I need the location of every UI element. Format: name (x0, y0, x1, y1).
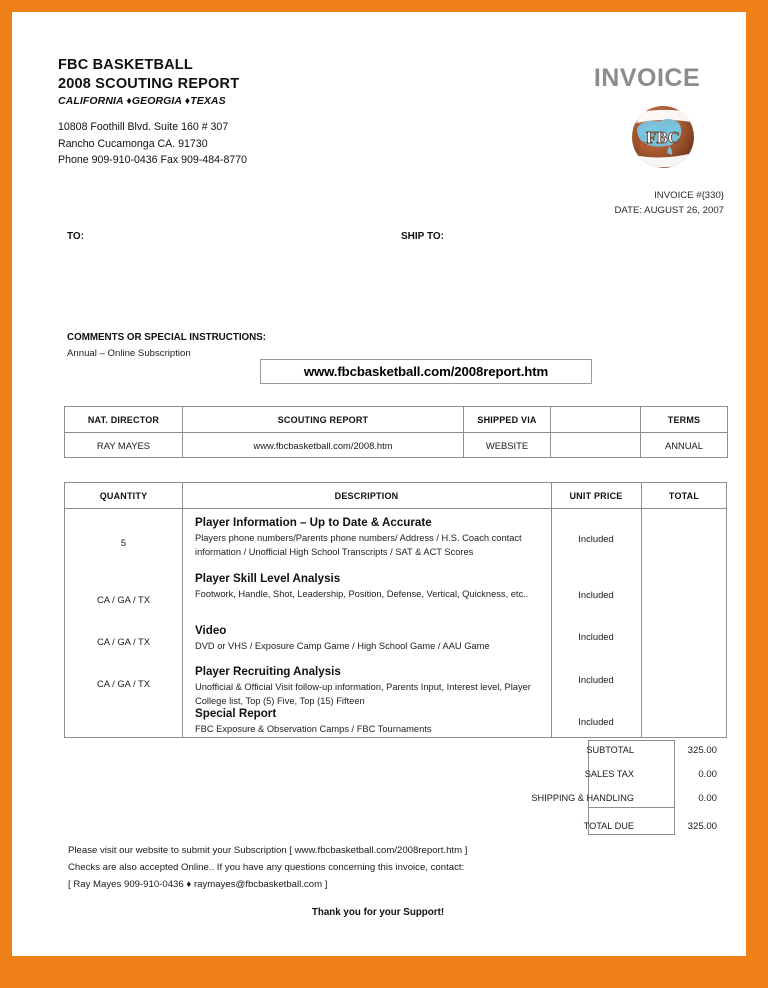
item-detail: FBC Exposure & Observation Camps / FBC Tournaments (195, 724, 432, 734)
totals-row (482, 764, 727, 788)
fbc-basketball-logo-icon (624, 100, 702, 172)
info-table-row (65, 433, 728, 458)
item-detail: Players phone numbers/Parents phone numbers/ Address / H.S. Coach contact information / Unofficial High School Transcripts / SAT & ACT Scores (195, 533, 522, 558)
highlighted-url-box[interactable]: www.fbcbasketball.com/2008report.htm (260, 359, 592, 384)
address-line-3: Phone 909-910-0436 Fax 909-484-8770 (58, 154, 248, 166)
item-quantity: CA / GA / TX (97, 678, 150, 689)
company-states: CALIFORNIA ♦GEORGIA ♦TEXAS (58, 95, 226, 107)
company-header (58, 56, 438, 169)
item-unit-price: Included (578, 631, 614, 642)
footer (68, 842, 688, 918)
item-title: Special Report (195, 707, 277, 720)
totals-value: 0.00 (698, 793, 717, 804)
info-table-header-row (65, 407, 728, 433)
totals-label: SHIPPING & HANDLING (531, 793, 634, 803)
info-value-director: RAY MAYES (65, 433, 183, 458)
item-quantity: CA / GA / TX (97, 594, 150, 605)
info-header-director: NAT. DIRECTOR (65, 407, 183, 433)
ship-to-label: SHIP TO: (401, 231, 444, 242)
totals-row-due (482, 812, 727, 838)
item-unit-price: Included (578, 716, 614, 727)
item-unit-price: Included (578, 674, 614, 685)
address-line-1: 10808 Foothill Blvd. Suite 160 # 307 (58, 121, 229, 133)
item-detail: Unofficial & Official Visit follow-up information, Parents Input, Interest level, Player College list, Top (5) Five, Top (15) Fifteen (195, 682, 531, 707)
item-description-cell (195, 571, 545, 601)
info-value-shipped-via: WEBSITE (464, 433, 551, 458)
page-title: INVOICE (593, 64, 701, 92)
footer-line-3: [ Ray Mayes 909-910-0436 ♦ raymayes@fbcbasketball.com ] (68, 879, 328, 890)
invoice-number: INVOICE #{330} (654, 190, 724, 201)
items-table (64, 482, 727, 738)
footer-thanks: Thank you for your Support! (311, 907, 445, 918)
totals-value: 325.00 (687, 745, 717, 756)
items-header-quantity: QUANTITY (99, 491, 148, 501)
footer-line-1: Please visit our website to submit your Subscription [ www.fbcbasketball.com/2008report.htm ] (68, 845, 468, 856)
info-header-blank (551, 407, 641, 433)
totals-value-due: 325.00 (687, 821, 717, 832)
info-value-blank (551, 433, 641, 458)
info-value-terms: ANNUAL (641, 433, 728, 458)
totals-row (482, 788, 727, 812)
company-name: FBC BASKETBALL (58, 57, 193, 73)
address-line-2: Rancho Cucamonga CA. 91730 (58, 137, 208, 150)
item-title: Video (195, 624, 227, 637)
totals-section (482, 740, 727, 838)
item-description-cell (195, 664, 545, 708)
items-col-divider-description (551, 483, 552, 737)
invoice-date: DATE: AUGUST 26, 2007 (614, 205, 724, 216)
info-value-scouting-report: www.fbcbasketball.com/2008.htm (183, 433, 464, 458)
items-col-divider-quantity (182, 483, 183, 737)
item-description-cell (195, 706, 545, 736)
svg-text:FBC: FBC (646, 128, 680, 147)
item-title: Player Information – Up to Date & Accurate (195, 516, 432, 529)
item-quantity: CA / GA / TX (97, 636, 150, 647)
info-header-scouting-report: SCOUTING REPORT (183, 407, 464, 433)
totals-value: 0.00 (698, 769, 717, 780)
info-header-shipped-via: SHIPPED VIA (464, 407, 551, 433)
item-detail: Footwork, Handle, Shot, Leadership, Position, Defense, Vertical, Quickness, etc.. (195, 589, 529, 599)
invoice-meta (532, 188, 724, 218)
item-detail: DVD or VHS / Exposure Camp Game / High School Game / AAU Game (195, 641, 490, 651)
totals-label: SALES TAX (584, 769, 634, 779)
bill-to-label: TO: (67, 231, 85, 242)
item-title: Player Skill Level Analysis (195, 572, 341, 585)
item-title: Player Recruiting Analysis (195, 665, 341, 678)
item-description-cell (195, 623, 545, 653)
comments-value: Annual – Online Subscription (67, 348, 191, 359)
items-header-total: TOTAL (668, 491, 700, 501)
totals-label: SUBTOTAL (586, 745, 634, 755)
item-description-cell (195, 515, 545, 559)
item-unit-price: Included (578, 533, 614, 544)
items-header-unit-price: UNIT PRICE (569, 491, 623, 501)
totals-row (482, 740, 727, 764)
item-unit-price: Included (578, 589, 614, 600)
info-header-terms: TERMS (641, 407, 728, 433)
company-address (58, 119, 438, 169)
items-col-divider-unit-price (641, 483, 642, 737)
items-header-description: DESCRIPTION (334, 491, 399, 501)
comments-label: COMMENTS OR SPECIAL INSTRUCTIONS: (67, 332, 267, 343)
company-subtitle: 2008 SCOUTING REPORT (58, 76, 240, 92)
info-table (64, 406, 728, 458)
invoice-sheet (12, 12, 746, 956)
item-quantity: 5 (120, 537, 127, 548)
totals-label-due: TOTAL DUE (583, 821, 634, 831)
footer-line-2: Checks are also accepted Online.. If you have any questions concerning this invoice, contact: (68, 862, 465, 873)
invoice-page (12, 12, 746, 956)
